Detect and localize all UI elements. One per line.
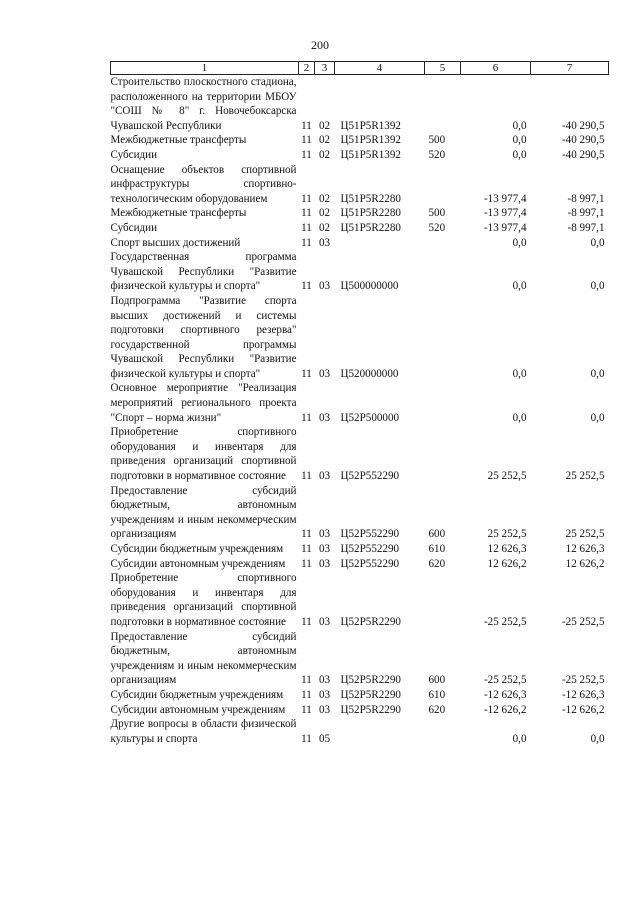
row-section: 11 xyxy=(301,236,312,249)
row-amount-1: -12 626,3 xyxy=(483,688,527,701)
row-amount-2: -25 252,5 xyxy=(561,674,605,687)
header-col-6: 6 xyxy=(461,62,531,75)
row-subsection: 03 xyxy=(318,688,331,701)
row-amount-2: -8 997,1 xyxy=(567,207,605,220)
row-target-article: Ц52P552290 xyxy=(340,543,400,555)
row-section: 11 xyxy=(301,557,312,570)
table-row xyxy=(111,717,609,746)
row-name: Строительство плоскостного стадиона, расположенного на территории МБОУ "СОШ № 8" г. Новочебоксарска Чувашской Республики xyxy=(110,76,297,132)
row-target-article: Ц52P552290 xyxy=(340,470,400,483)
row-target-article: Ц51P5R1392 xyxy=(340,148,401,161)
row-target-article: Ц500000000 xyxy=(340,280,399,293)
row-name: Подпрограмма "Развитие спорта высших достижений и системы подготовки спортивного резерва" государственной программы Чувашской Республики "Развитие физической культуры и спорта" xyxy=(110,294,297,380)
row-section: 11 xyxy=(301,134,312,147)
header-col-5: 5 xyxy=(425,62,461,75)
table-row xyxy=(111,630,609,688)
row-amount-2: -8 997,1 xyxy=(567,192,605,205)
row-subsection: 02 xyxy=(318,192,331,205)
row-amount-1: 12 626,2 xyxy=(487,557,527,570)
header-col-4: 4 xyxy=(335,62,425,75)
row-section: 11 xyxy=(301,674,312,687)
row-amount-2: -25 252,5 xyxy=(561,615,605,628)
row-subsection: 03 xyxy=(318,543,331,555)
row-target-article: Ц51P5R2280 xyxy=(340,207,401,220)
row-subsection: 03 xyxy=(318,615,331,628)
row-target-article: Ц52P5R2290 xyxy=(340,674,401,687)
row-section: 11 xyxy=(301,543,312,555)
row-amount-2: 0,0 xyxy=(590,411,605,424)
table-row xyxy=(111,133,609,148)
table-row xyxy=(111,148,609,163)
row-target-article xyxy=(335,717,425,746)
row-amount-1: 0,0 xyxy=(512,367,527,380)
row-subsection: 03 xyxy=(318,470,331,483)
row-target-article: Ц51P5R2280 xyxy=(340,221,401,234)
row-expense-type: 600 xyxy=(428,674,446,687)
row-name: Предоставление субсидий бюджетным, автономным учреждениям и иным некоммерческим организациям xyxy=(110,484,297,541)
row-subsection: 02 xyxy=(318,221,331,234)
row-amount-2: -12 626,2 xyxy=(561,703,605,716)
row-amount-1: -13 977,4 xyxy=(483,192,527,205)
row-name: Субсидии xyxy=(110,148,158,161)
table-row xyxy=(111,571,609,629)
table-header xyxy=(111,62,609,75)
row-subsection: 02 xyxy=(318,119,331,132)
row-amount-2: 0,0 xyxy=(590,732,605,745)
header-row xyxy=(111,62,609,75)
row-name: Приобретение спортивного оборудования и инвентаря для приведения организаций спортивной подготовки в нормативное состояние xyxy=(110,572,297,628)
row-amount-2: 12 626,2 xyxy=(565,557,605,570)
row-name: Субсидии автономным учреждениям xyxy=(110,557,286,570)
row-section: 11 xyxy=(301,615,312,628)
row-section: 11 xyxy=(301,280,312,293)
row-name: Предоставление субсидий бюджетным, автономным учреждениям и иным некоммерческим организациям xyxy=(110,630,297,687)
row-expense-type: 520 xyxy=(428,221,446,234)
table-row xyxy=(111,557,609,572)
row-amount-1: 25 252,5 xyxy=(487,470,527,483)
row-name: Субсидии xyxy=(110,221,158,234)
row-amount-1: -12 626,2 xyxy=(483,703,527,716)
row-subsection: 03 xyxy=(318,236,331,249)
row-expense-type: 520 xyxy=(428,148,446,161)
table-row xyxy=(111,703,609,718)
row-expense-type: 610 xyxy=(428,543,446,555)
row-expense-type: 620 xyxy=(428,703,446,716)
row-name: Спорт высших достижений xyxy=(110,236,241,249)
row-expense-type xyxy=(425,250,461,294)
row-expense-type xyxy=(425,236,461,251)
row-amount-1: 0,0 xyxy=(512,411,527,424)
row-amount-2: -40 290,5 xyxy=(561,134,605,147)
row-amount-1: 0,0 xyxy=(512,236,527,249)
row-expense-type xyxy=(425,381,461,425)
row-name: Приобретение спортивного оборудования и инвентаря для приведения организаций спортивной подготовки в нормативное состояние xyxy=(110,426,297,483)
row-target-article: Ц52P500000 xyxy=(340,411,400,424)
row-section: 11 xyxy=(301,148,312,161)
row-amount-2: -8 997,1 xyxy=(567,221,605,234)
row-target-article: Ц52P552290 xyxy=(340,557,400,570)
row-section: 11 xyxy=(301,411,312,424)
header-col-1: 1 xyxy=(111,62,299,75)
table-row xyxy=(111,75,609,134)
row-amount-1: 0,0 xyxy=(512,280,527,293)
row-subsection: 03 xyxy=(318,674,331,687)
table-row xyxy=(111,250,609,294)
table-row xyxy=(111,542,609,557)
row-amount-2: -40 290,5 xyxy=(561,148,605,161)
row-expense-type xyxy=(425,294,461,382)
table-row xyxy=(111,206,609,221)
row-name: Субсидии бюджетным учреждениям xyxy=(110,543,284,555)
row-amount-1: 0,0 xyxy=(512,148,527,161)
table-row xyxy=(111,425,609,483)
row-amount-2: 0,0 xyxy=(590,280,605,293)
row-section: 11 xyxy=(301,470,312,483)
table-row xyxy=(111,294,609,382)
row-subsection: 02 xyxy=(318,207,331,220)
row-expense-type xyxy=(425,571,461,629)
header-col-3: 3 xyxy=(315,62,335,75)
row-name: Оснащение объектов спортивной инфраструктуры спортивно-технологическим оборудованием xyxy=(110,163,297,205)
table-row xyxy=(111,688,609,703)
row-amount-1: 0,0 xyxy=(512,119,527,132)
row-expense-type: 610 xyxy=(428,688,446,701)
row-subsection: 03 xyxy=(318,411,331,424)
table-row xyxy=(111,221,609,236)
row-amount-1: 0,0 xyxy=(512,134,527,147)
row-section: 11 xyxy=(301,732,312,745)
row-amount-1: -25 252,5 xyxy=(483,615,527,628)
row-expense-type: 500 xyxy=(428,134,446,147)
row-section: 11 xyxy=(301,192,312,205)
row-amount-1: 0,0 xyxy=(512,732,527,745)
row-target-article: Ц51P5R1392 xyxy=(340,119,401,132)
row-expense-type: 500 xyxy=(428,207,446,220)
header-col-7: 7 xyxy=(531,62,609,75)
row-amount-1: 12 626,3 xyxy=(487,543,527,555)
row-name: Субсидии бюджетным учреждениям xyxy=(110,688,284,701)
row-subsection: 05 xyxy=(318,732,331,745)
row-expense-type xyxy=(425,717,461,746)
row-amount-2: 0,0 xyxy=(590,236,605,249)
row-subsection: 03 xyxy=(318,528,331,541)
row-section: 11 xyxy=(301,367,312,380)
row-section: 11 xyxy=(301,528,312,541)
row-subsection: 02 xyxy=(318,148,331,161)
row-subsection: 03 xyxy=(318,280,331,293)
row-target-article xyxy=(335,236,425,251)
table-row xyxy=(111,236,609,251)
table-row xyxy=(111,163,609,207)
budget-table xyxy=(110,61,609,746)
row-subsection: 03 xyxy=(318,703,331,716)
row-name: Основное мероприятие "Реализация мероприятий регионального проекта "Спорт – норма жизни" xyxy=(110,382,297,424)
row-expense-type: 620 xyxy=(428,557,446,570)
row-name: Государственная программа Чувашской Республики "Развитие физической культуры и спорта" xyxy=(110,251,297,293)
row-name: Межбюджетные трансферты xyxy=(110,207,247,220)
row-target-article: Ц52P5R2290 xyxy=(340,688,401,701)
row-target-article: Ц51P5R2280 xyxy=(340,192,401,205)
row-target-article: Ц52P552290 xyxy=(340,528,400,541)
row-amount-2: 25 252,5 xyxy=(565,528,605,541)
row-name: Другие вопросы в области физической культуры и спорта xyxy=(110,718,297,745)
row-section: 11 xyxy=(301,119,312,132)
row-name: Межбюджетные трансферты xyxy=(110,134,247,147)
row-subsection: 02 xyxy=(318,134,331,147)
table-row xyxy=(111,484,609,542)
row-target-article: Ц520000000 xyxy=(340,367,399,380)
row-expense-type xyxy=(425,75,461,134)
row-amount-1: 25 252,5 xyxy=(487,528,527,541)
table-body xyxy=(111,75,609,747)
row-expense-type xyxy=(425,163,461,207)
row-subsection: 03 xyxy=(318,367,331,380)
table-row xyxy=(111,381,609,425)
row-expense-type: 600 xyxy=(428,528,446,541)
row-section: 11 xyxy=(301,221,312,234)
row-amount-1: -25 252,5 xyxy=(483,674,527,687)
row-section: 11 xyxy=(301,207,312,220)
row-section: 11 xyxy=(301,688,312,701)
row-amount-2: -40 290,5 xyxy=(561,119,605,132)
row-amount-2: 12 626,3 xyxy=(565,543,605,555)
row-name: Субсидии автономным учреждениям xyxy=(110,703,286,716)
row-target-article: Ц52P5R2290 xyxy=(340,615,401,628)
row-amount-2: 25 252,5 xyxy=(565,470,605,483)
page-number: 200 xyxy=(311,38,329,52)
row-amount-2: 0,0 xyxy=(590,367,605,380)
header-col-2: 2 xyxy=(299,62,315,75)
row-target-article: Ц52P5R2290 xyxy=(340,703,401,716)
row-target-article: Ц51P5R1392 xyxy=(340,134,401,147)
row-expense-type xyxy=(425,425,461,483)
row-amount-1: -13 977,4 xyxy=(483,207,527,220)
row-section: 11 xyxy=(301,703,312,716)
row-amount-2: -12 626,3 xyxy=(561,688,605,701)
row-subsection: 03 xyxy=(318,557,331,570)
row-amount-1: -13 977,4 xyxy=(483,221,527,234)
